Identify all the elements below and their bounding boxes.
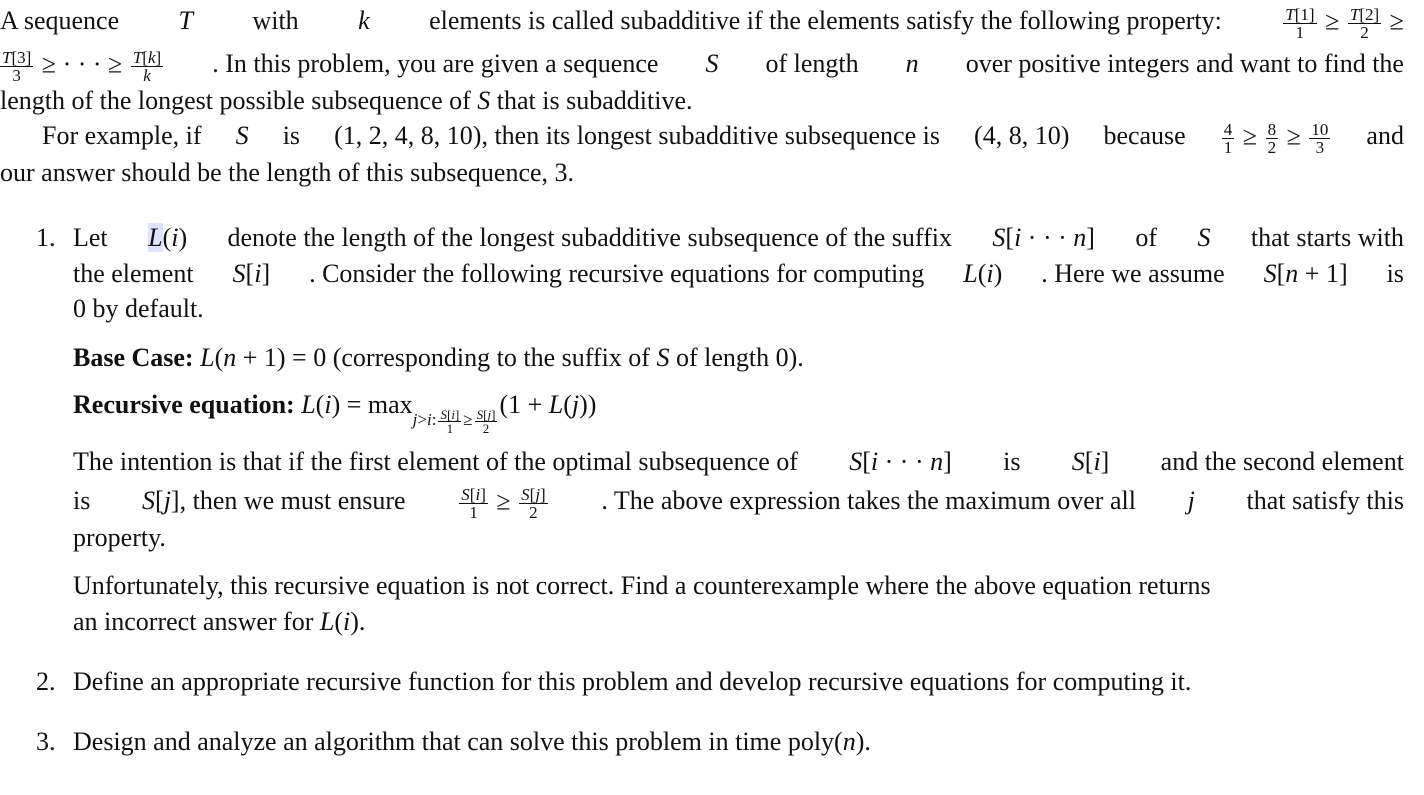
item-2-text: Define an appropriate recursive function for this problem and develop recursive equations for computing it.: [73, 667, 1192, 696]
formula-property-end: $\frac{T[3]}{3}$ ≥ · · · ≥ $\frac{T[k]}{k}$: [2, 48, 162, 85]
text-cursor-highlight[interactable]: L: [148, 223, 163, 252]
item-3-text: Design and analyze an algorithm that can solve this problem in time poly(n).: [73, 727, 871, 756]
item-1-line-3: 0 by default.: [73, 294, 204, 323]
item-3-number: 3.: [36, 727, 56, 756]
unfortunately-line-2: an incorrect answer for L(i).: [73, 607, 366, 636]
item-1-line-1: Let L(i) denote the length of the longest subadditive subsequence of the suffix S[i · · · n] of S that starts with: [73, 223, 1404, 252]
base-case: Base Case: L(n + 1) = 0 (corresponding to the suffix of S of length 0).: [73, 343, 804, 372]
intention-line-2: is S[j], then we must ensure $\frac{S[i]}{1}$ ≥ $\frac{S[j]}{2}$ . The above expression takes the maximum over all j that satisfy this: [73, 485, 1404, 522]
formula-ensure: $\frac{S[i]}{1}$ ≥ $\frac{S[j]}{2}$: [461, 485, 546, 522]
example-line-1: For example, if S is (1, 2, 4, 8, 10), then its longest subadditive subsequence is (4, 8, 10) because $\frac{4}{1}$ ≥ $\frac{8}{2}$ ≥ $\frac{10}{3}$ and: [42, 120, 1404, 157]
item-1-number: 1.: [36, 223, 56, 252]
recursive-equation: Recursive equation: $L(i) = \max_{j>i: \frac{S[i]}{1} \ge \frac{S[j]}{2}}$ (1 + L(j)): [73, 390, 597, 436]
unfortunately-line-1: Unfortunately, this recursive equation is not correct. Find a counterexample where the above equation returns: [73, 571, 1211, 600]
intro-line-2: $\frac{T[3]}{3}$ ≥ · · · ≥ $\frac{T[k]}{k}$ . In this problem, you are given a sequence S of length n over positive integers and want to find the: [2, 48, 1404, 85]
item-1-line-2: the element S[i] . Consider the following recursive equations for computing L(i) . Here we assume S[n + 1] is: [73, 259, 1404, 288]
intro-line-3: length of the longest possible subsequence of S that is subadditive.: [0, 86, 693, 115]
intention-line-1: The intention is that if the first element of the optimal subsequence of S[i · · · n] is S[i] and the second element: [73, 447, 1404, 476]
intro-line-1: A sequence T with k elements is called subadditive if the elements satisfy the following property: $\frac{T[1]}{1}$ ≥ $\frac{T[2]}{2}$ ≥: [0, 5, 1404, 42]
item-2-number: 2.: [36, 667, 56, 696]
intention-line-3: property.: [73, 523, 166, 552]
formula-property-start: $\frac{T[1]}{1}$ ≥ $\frac{T[2]}{2}$ ≥: [1285, 5, 1404, 42]
example-line-2: our answer should be the length of this subsequence, 3.: [0, 158, 575, 187]
formula-example: $\frac{4}{1}$ ≥ $\frac{8}{2}$ ≥ $\frac{10}{3}$: [1223, 120, 1329, 157]
